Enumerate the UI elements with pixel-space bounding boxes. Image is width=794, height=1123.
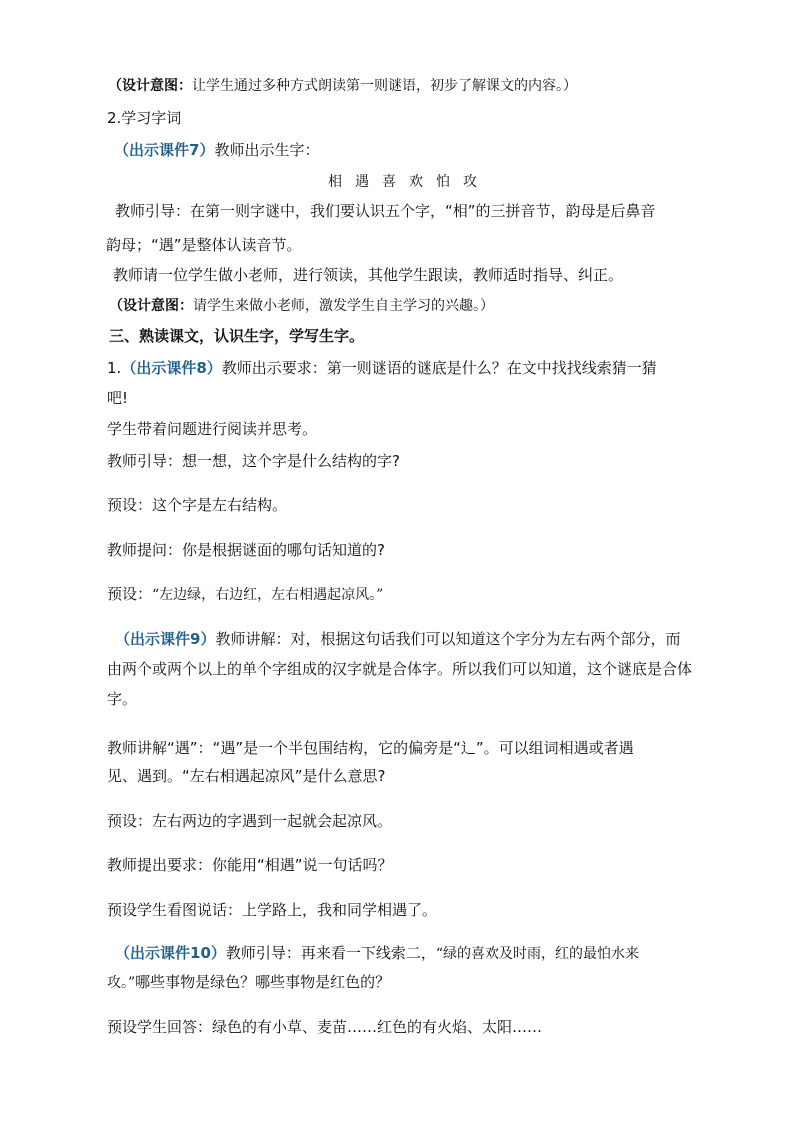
paragraph-courseware-9-line2: 由两个或两个以上的单个字组成的汉字就是合体字。所以我们可以知道，这个谜底是合体 [107, 660, 693, 678]
paragraph-preset-meaning: 预设：左右两边的字遇到一起就会起凉风。 [107, 812, 393, 830]
paragraph-text: 教师出示要求：第一则谜语的谜底是什么？在文中找找线索猜一猜 [221, 359, 657, 377]
paragraph-guide-line1: 教师引导：在第一则字谜中，我们要认识五个字，“相”的三拼音节，韵母是后鼻音 [115, 202, 656, 220]
paragraph-preset-quote [107, 584, 383, 605]
paragraph-teacher-guide-structure: 教师引导：想一想，这个字是什么结构的字? [107, 452, 400, 470]
paragraph-explain-yu-line1: 教师讲解“遇”：“遇”是一个半包围结构，它的偏旁是“辶”。可以组词相遇或者遇 [107, 739, 634, 757]
list-number: 1. [107, 359, 122, 377]
design-intent-label: （设计意图： [109, 298, 193, 314]
paragraph-courseware-8-line1 [107, 358, 657, 378]
paragraph-courseware-9-line3: 字。 [107, 690, 138, 708]
paragraph-teacher-question: 教师提问：你是根据谜面的哪句话知道的? [107, 541, 385, 559]
paragraph-courseware-10-line1 [115, 943, 639, 964]
paragraph-students-read: 学生带着问题进行阅读并思考。 [107, 420, 318, 438]
paragraph-text: 教师引导：再来看一下线索二， [225, 944, 436, 962]
paragraph-courseware-10-line2 [107, 972, 390, 993]
paragraph-courseware-8-line2: 吧! [107, 389, 129, 407]
clue-quote-end: 攻。” [107, 975, 136, 991]
paragraph-text: 哪些事物是绿色？哪些事物是红色的？ [135, 973, 391, 991]
courseware-tag: （出示课件10） [115, 944, 226, 962]
paragraph-guide-line2: 韵母；“遇”是整体认读音节。 [106, 236, 302, 254]
section-heading-vocab: 2.学习字词 [107, 109, 182, 127]
paragraph-preset-sentence: 预设学生看图说话：上学路上，我和同学相遇了。 [107, 901, 438, 919]
design-intent-1 [108, 76, 577, 96]
design-intent-2 [109, 296, 494, 316]
paragraph-teacher-request: 教师提出要求：你能用“相遇”说一句话吗？ [107, 856, 393, 874]
courseware-tag: （出示课件9） [115, 630, 216, 648]
clue-quote: “绿的喜欢及时雨，红的最怕水来 [435, 946, 640, 962]
paragraph-preset-answer: 预设学生回答：绿色的有小草、麦苗……红色的有火焰、太阳…… [107, 1018, 543, 1036]
paragraph-preset-structure: 预设：这个字是左右结构。 [107, 496, 288, 514]
design-intent-text: 让学生通过多种方式朗读第一则谜语，初步了解课文的内容。） [192, 78, 577, 94]
paragraph-explain-yu-line2: 见、遇到。“左右相遇起凉风”是什么意思? [107, 767, 386, 785]
section-heading-3: 三、熟读课文，认识生字，学写生字。 [109, 327, 365, 345]
paragraph-text: 教师出示生字： [214, 141, 320, 159]
preset-label: 预设： [107, 585, 153, 603]
design-intent-label: （设计意图： [108, 78, 192, 94]
riddle-quote: “左边绿，右边红，左右相遇起凉风。” [152, 587, 384, 603]
paragraph-text: 教师讲解：对，根据这句话我们可以知道这个字分为左右两个部分，而 [215, 630, 681, 648]
paragraph-little-teacher: 教师请一位学生做小老师，进行领读，其他学生跟读，教师适时指导、纠正。 [113, 266, 624, 284]
courseware-tag: （出示课件7） [114, 141, 215, 159]
paragraph-courseware-7 [114, 140, 319, 160]
new-characters-row: 相遇喜欢怕攻 [328, 174, 490, 190]
design-intent-text: 请学生来做小老师，激发学生自主学习的兴趣。） [193, 298, 494, 314]
courseware-tag: （出示课件8） [121, 359, 222, 377]
paragraph-courseware-9-line1 [115, 629, 680, 649]
